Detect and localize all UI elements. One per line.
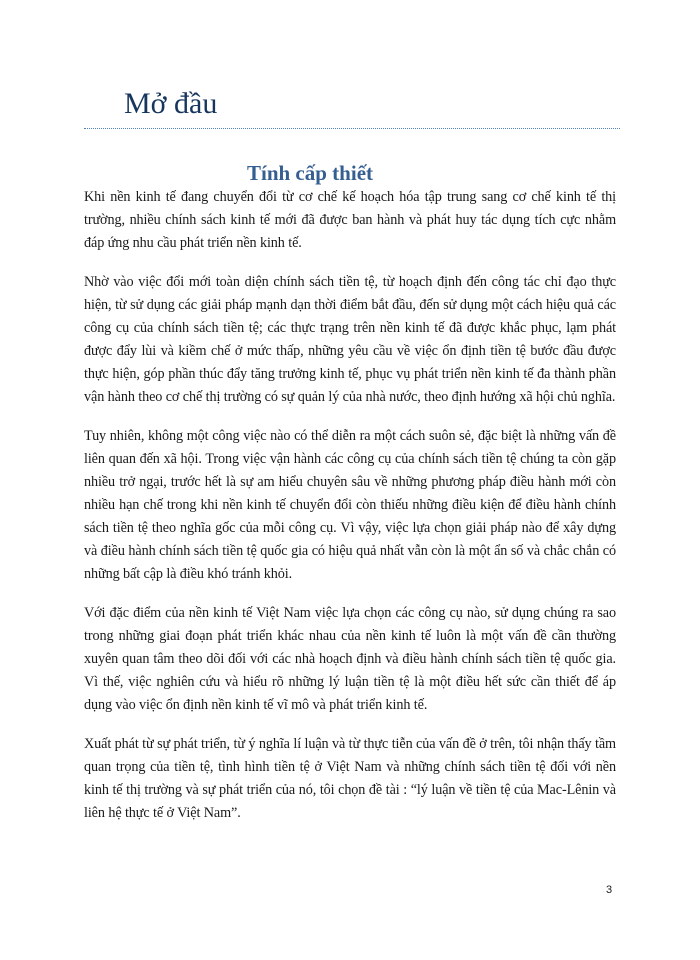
- paragraph-2: Nhờ vào việc đổi mới toàn diện chính sách tiền tệ, từ hoạch định đến công tác chỉ đạo thực hiện, từ sử dụng các giải pháp mạnh dạn thời điểm bắt đầu, đến sử dụng một cách hiệu quả các công cụ của chính sách tiền tệ; các thực trạng trên nền kinh tế đã được khắc phục, lạm phát được đẩy lùi và kiềm chế ở mức thấp, những yêu cầu về việc ổn định tiền tệ bước đầu được thực hiện, góp phần thúc đẩy tăng trưởng kinh tế, phục vụ phát triển nền kinh tế đa thành phần vận hành theo cơ chế thị trường có sự quản lý của nhà nước, theo định hướng xã hội chủ nghĩa.: [84, 274, 616, 405]
- paragraph-3: Tuy nhiên, không một công việc nào có thể diễn ra một cách suôn sẻ, đặc biệt là những vấn đề liên quan đến xã hội. Trong việc vận hành các công cụ của chính sách tiền tệ chúng ta còn gặp nhiều trở ngại, trước hết là sự am hiểu chuyên sâu về những phương pháp điều hành mới còn nhiều hạn chế trong khi nền kinh tế chuyển đổi còn thiếu những điều kiện để điều hành chính sách tiền tệ theo nghĩa gốc của mỗi công cụ. Vì vậy, việc lựa chọn giải pháp nào để xây dựng và điều hành chính sách tiền tệ quốc gia có hiệu quả nhất vẫn còn là một ẩn số và chắc chắn có những bất cập là điều khó tránh khỏi.: [84, 428, 616, 582]
- body-text: [84, 186, 616, 841]
- section-heading: Tính cấp thiết: [246, 161, 374, 185]
- page-number: 3: [606, 884, 613, 896]
- paragraph-5: Xuất phát từ sự phát triển, từ ý nghĩa lí luận và từ thực tiễn của vấn đề ở trên, tôi nhận thấy tầm quan trọng của tiền tệ, tình hình tiền tệ ở Việt Nam và những chính sách tiền tệ đối với nền kinh tế thị trường và sự phát triển của nó, tôi chọn đề tài : “lý luận về tiền tệ của Mac-Lênin và liên hệ thực tế ở Việt Nam”.: [84, 736, 616, 821]
- paragraph-4: Với đặc điểm của nền kinh tế Việt Nam việc lựa chọn các công cụ nào, sử dụng chúng ra sao trong những giai đoạn phát triển khác nhau của nền kinh tế luôn là một vấn đề cần thường xuyên quan tâm theo dõi đối với các nhà hoạch định và điều hành chính sách tiền tệ quốc gia. Vì thế, việc nghiên cứu và hiểu rõ những lý luận tiền tệ là một điều hết sức cần thiết để áp dụng vào việc ổn định nền kinh tế vĩ mô và phát triển kinh tế.: [84, 605, 616, 713]
- title-divider: [84, 128, 620, 129]
- chapter-title: Mở đầu: [124, 87, 218, 120]
- paragraph-1: Khi nền kinh tế đang chuyển đổi từ cơ chế kế hoạch hóa tập trung sang cơ chế kinh tế thị trường, nhiều chính sách kinh tế mới đã được ban hành và phát huy tác dụng tích cực nhằm đáp ứng nhu cầu phát triển nền kinh tế.: [84, 189, 616, 251]
